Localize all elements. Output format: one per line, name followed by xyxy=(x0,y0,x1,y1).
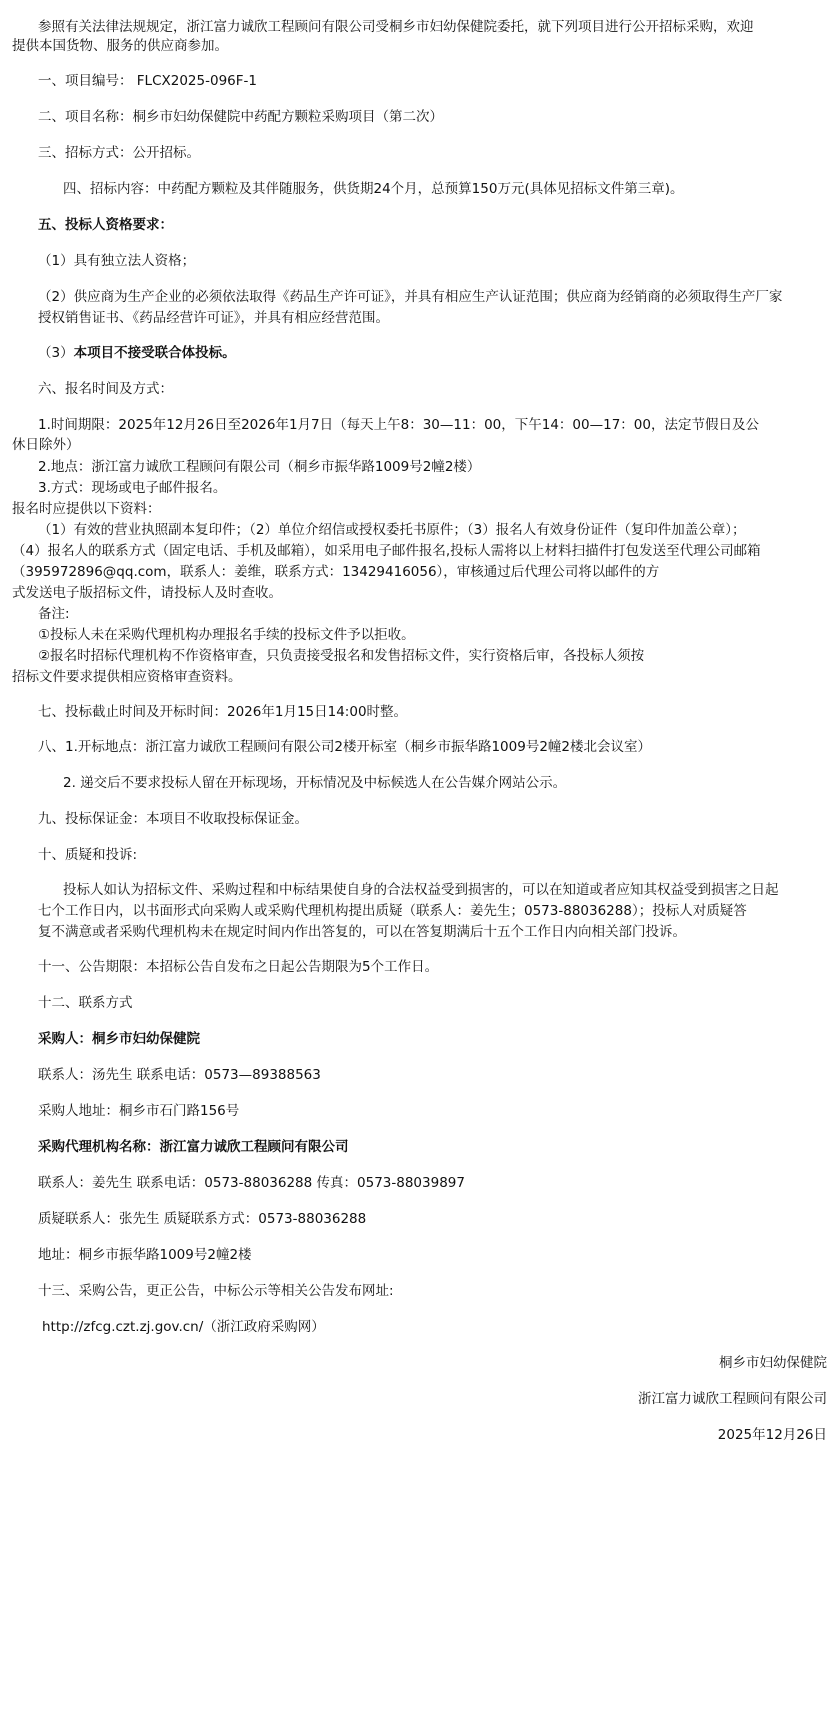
bid-bond: 九、投标保证金：本项目不收取投标保证金。 xyxy=(38,811,308,827)
website-line xyxy=(42,1318,325,1336)
project-number: 一、项目编号： FLCX2025-096F-1 xyxy=(38,73,257,89)
registration-place: 2.地点：浙江富力诚欣工程顾问有限公司（桐乡市振华路1009号2幢2楼） xyxy=(38,459,481,475)
website-name: （浙江政府采购网） xyxy=(203,1319,325,1335)
registration-title: 六、报名时间及方式： xyxy=(38,381,173,397)
registration-materials-3: （395972896@qq.com，联系人：姜维，联系方式：13429416056），审核通过后代理公司将以邮件的方 xyxy=(12,564,660,580)
note-2b: 招标文件要求提供相应资格审查资料。 xyxy=(12,669,242,685)
opening-place: 八、1.开标地点：浙江富力诚欣工程顾问有限公司2楼开标室（桐乡市振华路1009号2幢2楼北会议室） xyxy=(38,739,652,755)
contact-title: 十二、联系方式 xyxy=(38,995,133,1011)
signature-org-1: 桐乡市妇幼保健院 xyxy=(719,1355,827,1371)
intro-line-1: 参照有关法律法规规定，浙江富力诚欣工程顾问有限公司受桐乡市妇幼保健院委托，就下列项目进行公开招标采购，欢迎 xyxy=(38,19,754,35)
buyer-name: 采购人：桐乡市妇幼保健院 xyxy=(38,1031,200,1047)
website-title: 十三、采购公告，更正公告，中标公示等相关公告发布网址: xyxy=(38,1283,394,1299)
website-url[interactable]: http://zfcg.czt.zj.gov.cn/ xyxy=(42,1319,204,1335)
tender-content: 四、招标内容：中药配方颗粒及其伴随服务，供货期24个月，总预算150万元(具体见招标文件第三章)。 xyxy=(63,181,684,197)
buyer-contact: 联系人：汤先生 联系电话：0573—89388563 xyxy=(38,1067,321,1083)
note-2a: ②报名时招标代理机构不作资格审查，只负责接受报名和发售招标文件，实行资格后审，各投标人须按 xyxy=(38,648,645,664)
qualification-title: 五、投标人资格要求： xyxy=(38,217,173,233)
registration-materials-2: （4）报名人的联系方式（固定电话、手机及邮箱），如采用电子邮件报名,投标人需将以上材料扫描件打包发送至代理公司邮箱 xyxy=(12,543,761,559)
registration-time-b: 休日除外） xyxy=(12,437,80,453)
note-1: ①投标人未在采购代理机构办理报名手续的投标文件予以拒收。 xyxy=(38,627,415,643)
registration-materials-1: （1）有效的营业执照副本复印件；（2）单位介绍信或授权委托书原件；（3）报名人有效身份证件（复印件加盖公章）； xyxy=(38,522,746,538)
note-title: 备注: xyxy=(38,606,70,622)
agent-contact: 联系人：姜先生 联系电话：0573-88036288 传真：0573-88039897 xyxy=(38,1175,465,1191)
signature-org-2: 浙江富力诚欣工程顾问有限公司 xyxy=(638,1391,827,1407)
qualification-item-1: （1）具有独立法人资格； xyxy=(38,253,196,269)
qualification-item-3-text: 本项目不接受联合体投标。 xyxy=(73,345,236,361)
qualification-item-2a: （2）供应商为生产企业的必须依法取得《药品生产许可证》，并具有相应生产认证范围；供应商为经销商的必须取得生产厂家 xyxy=(38,289,783,305)
complaint-line-2: 七个工作日内，以书面形式向采购人或采购代理机构提出质疑（联系人：姜先生；0573-88036288）；投标人对质疑答 xyxy=(38,903,747,919)
agent-address: 地址：桐乡市振华路1009号2幢2楼 xyxy=(38,1247,252,1263)
registration-time-a: 1.时间期限：2025年12月26日至2026年1月7日（每天上午8：30—11：00，下午14：00—17：00，法定节假日及公 xyxy=(38,417,759,433)
deadline: 七、投标截止时间及开标时间：2026年1月15日14:00时整。 xyxy=(38,704,408,720)
complaint-title: 十、质疑和投诉: xyxy=(38,847,138,863)
signature-date: 2025年12月26日 xyxy=(717,1427,827,1443)
complaint-line-3: 复不满意或者采购代理机构未在规定时间内作出答复的，可以在答复期满后十五个工作日内向相关部门投诉。 xyxy=(38,924,686,940)
agent-name: 采购代理机构名称：浙江富力诚欣工程顾问有限公司 xyxy=(38,1139,349,1155)
registration-materials-title: 报名时应提供以下资料： xyxy=(12,501,161,517)
intro-line-2: 提供本国货物、服务的供应商参加。 xyxy=(12,38,228,54)
tender-method: 三、招标方式：公开招标。 xyxy=(38,145,200,161)
qualification-item-3 xyxy=(38,344,236,362)
announcement-period: 十一、公告期限：本招标公告自发布之日起公告期限为5个工作日。 xyxy=(38,959,439,975)
qualification-item-3-prefix: （3） xyxy=(38,345,74,361)
query-contact: 质疑联系人：张先生 质疑联系方式：0573-88036288 xyxy=(38,1211,367,1227)
buyer-address: 采购人地址：桐乡市石门路156号 xyxy=(38,1103,240,1119)
opening-note: 2. 递交后不要求投标人留在开标现场，开标情况及中标候选人在公告媒介网站公示。 xyxy=(63,775,567,791)
qualification-item-2b: 授权销售证书、《药品经营许可证》，并具有相应经营范围。 xyxy=(38,310,389,326)
complaint-line-1: 投标人如认为招标文件、采购过程和中标结果使自身的合法权益受到损害的，可以在知道或者应知其权益受到损害之日起 xyxy=(63,882,779,898)
registration-method: 3.方式：现场或电子邮件报名。 xyxy=(38,480,227,496)
project-name: 二、项目名称：桐乡市妇幼保健院中药配方颗粒采购项目（第二次） xyxy=(38,109,443,125)
registration-materials-4: 式发送电子版招标文件，请投标人及时查收。 xyxy=(12,585,282,601)
